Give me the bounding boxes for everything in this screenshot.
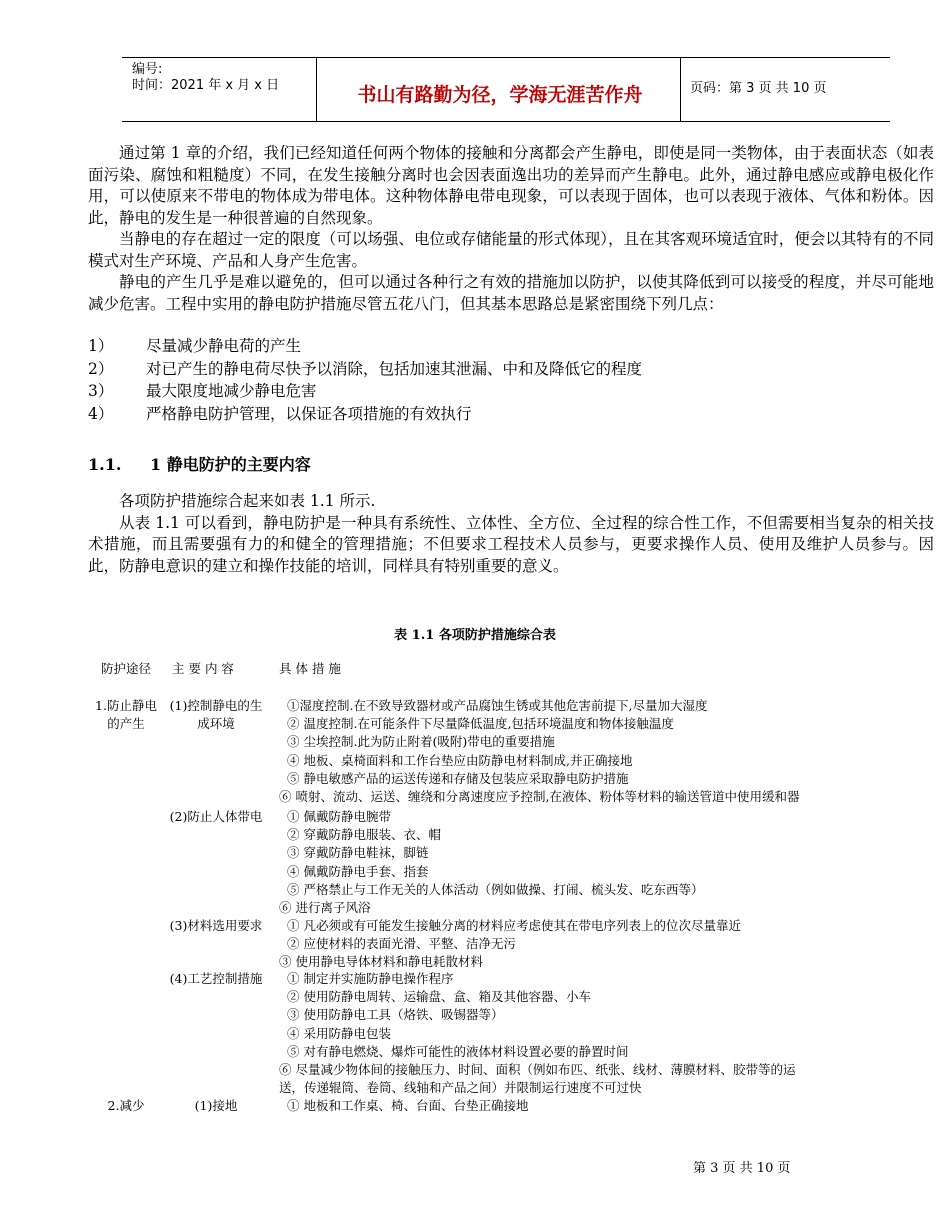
section-text [88, 491, 934, 577]
doc-time-label: 时间：2021 年 x 月 x 日 [132, 78, 280, 93]
table-content-cell: (2)防止人体带电 [169, 809, 263, 824]
table-content-cell: (4)工艺控制措施 [169, 971, 263, 986]
measure-item: ⑤ 静电敏感产品的运送传递和存储及包装应采取静电防护措施 [287, 770, 629, 786]
page-indicator: 页码：第 3 页 共 10 页 [690, 81, 827, 96]
table-caption: 表 1.1 各项防护措施综合表 [394, 628, 556, 643]
list-item-number: 2） [88, 359, 114, 378]
list-item [88, 358, 642, 381]
measure-item: ① 地板和工作桌、椅、台面、台垫正确接地 [287, 1098, 529, 1113]
section-title: 1 静电防护的主要内容 [150, 455, 311, 474]
section-paragraph: 从表 1.1 可以看到，静电防护是一种具有系统性、立体性、全方位、全过程的综合性工作，不但需要相当复杂的相关技术措施，而且需要强有力的和健全的管理措施；不但要求工程技术人员参与，更要求操作人员、使用及维护人员参与。因此，防静电意识的建立和操作技能的培训，同样具有特别重要的意义。 [88, 513, 934, 575]
header-divider-left [316, 57, 317, 121]
measure-item: ④ 地板、桌椅面料和工作台垫应由防静电材料制成,并正确接地 [287, 752, 633, 768]
table-header-route: 防护途径 [100, 661, 151, 676]
list-item [88, 403, 642, 426]
measure-item: ③ 使用静电导体材料和静电耗散材料 [279, 954, 483, 970]
measure-item: ③ 尘埃控制.此为防止附着(吸附)带电的重要措施 [287, 734, 555, 750]
measure-item: ② 使用防静电周转、运输盘、盒、箱及其他容器、小车 [287, 989, 591, 1005]
table-measures-cell [279, 1097, 528, 1115]
table-measures-cell [279, 697, 799, 806]
measure-item: ① 凡必须或有可能发生接触分离的材料应考虑使其在带电序列表上的位次尽量靠近 [287, 918, 741, 933]
header-top-rule [122, 57, 890, 58]
measure-item: ⑥ 尽量减少物体间的接触压力、时间、面积（例如布匹、纸张、线材、薄膜材料、胶带等的运 [279, 1062, 796, 1078]
intro-paragraph: 当静电的存在超过一定的限度（可以场强、电位或存储能量的形式体现），且在其客观环境适宜时，便会以其特有的不同模式对生产环境、产品和人身产生危害。 [88, 230, 934, 270]
list-item-text: 尽量减少静电荷的产生 [146, 337, 302, 355]
list-item-text: 对已产生的静电荷尽快予以消除，包括加速其泄漏、中和及降低它的程度 [146, 359, 643, 378]
measure-item: ⑥ 喷射、流动、运送、缠绕和分离速度应予控制,在液体、粉体等材料的输送管道中使用缓和器 [279, 789, 800, 805]
list-item [88, 380, 642, 403]
table-measures-cell [279, 808, 703, 917]
page-footer: 第 3 页 共 10 页 [693, 1161, 791, 1176]
table-route-cell: 2.减少 [107, 1098, 145, 1113]
table-content-cell: (1)控制静电的生成环境 [169, 698, 263, 731]
measure-item: ② 穿戴防静电服装、衣、帽 [287, 827, 441, 843]
measure-item: ⑥ 进行离子风浴 [279, 900, 371, 916]
list-item-number: 3） [88, 382, 114, 400]
measure-item: ④ 采用防静电包装 [287, 1025, 391, 1041]
measure-item: ② 应使材料的表面光滑、平整、洁净无污 [287, 936, 516, 952]
measure-item: ③ 使用防静电工具（烙铁、吸锡器等） [287, 1007, 504, 1023]
doc-number-label: 编号: [132, 62, 163, 77]
intro-text [88, 143, 934, 315]
measure-item: ①湿度控制.在不致导致器材或产品腐蚀生锈或其他危害前提下,尽量加大湿度 [287, 698, 708, 713]
measure-item: 送，传递辊筒、卷筒、线轴和产品之间）并限制运行速度不可过快 [279, 1080, 642, 1096]
table-measures-cell [279, 970, 795, 1097]
table-route-cell: 1.防止静电的产生 [95, 698, 157, 731]
intro-paragraph: 静电的产生几乎是难以避免的，但可以通过各种行之有效的措施加以防护，以使其降低到可以接受的程度，并尽可能地减少危害。工程中实用的静电防护措施尽管五花八门，但其基本思路总是紧密围绕下列几点： [88, 273, 934, 313]
list-item-text: 严格静电防护管理，以保证各项措施的有效执行 [146, 404, 472, 423]
measure-item: ④ 佩戴防静电手套、指套 [287, 863, 429, 879]
list-item-number: 4） [88, 404, 114, 423]
table-measures-cell [279, 917, 741, 972]
measure-item: ① 制定并实施防静电操作程序 [287, 971, 454, 986]
table-content-cell: (3)材料选用要求 [169, 918, 263, 933]
measure-item: ⑤ 对有静电燃烧、爆炸可能性的液体材料设置必要的静置时间 [287, 1043, 629, 1059]
intro-paragraph: 通过第 1 章的介绍，我们已经知道任何两个物体的接触和分离都会产生静电，即使是同一类物体，由于表面状态（如表面污染、腐蚀和粗糙度）不同，在发生接触分离时也会因表面逸出功的差异而产生静电。此外，通过静电感应或静电极化作用，可以使原来不带电的物体成为带电体。这种物体静电带电现象，可以表现于固体，也可以表现于液体、气体和粉体。因此，静电的发生是一种很普遍的自然现象。 [88, 144, 934, 227]
list-item [88, 335, 642, 358]
measure-item: ③ 穿戴防静电鞋袜，脚链 [287, 845, 429, 861]
measure-item: ① 佩戴防静电腕带 [287, 809, 391, 824]
header-motto: 书山有路勤为径，学海无涯苦作舟 [357, 84, 643, 106]
table-header-measures: 具 体 措 施 [279, 661, 341, 676]
section-paragraph: 各项防护措施综合起来如表 1.1 所示. [119, 492, 376, 510]
table-content-cell: (1)接地 [194, 1098, 238, 1113]
list-item-number: 1） [88, 337, 114, 355]
list-item-text: 最大限度地减少静电危害 [146, 382, 317, 400]
header-divider-right [680, 57, 681, 121]
section-heading [88, 452, 311, 475]
key-points-list [88, 335, 642, 425]
table-header-content: 主 要 内 容 [172, 661, 234, 676]
measure-item: ⑤ 严格禁止与工作无关的人体活动（例如做操、打闹、梳头发、吃东西等） [287, 881, 704, 897]
header-bottom-rule [122, 121, 890, 122]
measure-item: ② 温度控制.在可能条件下尽量降低温度,包括环境温度和物体接触温度 [287, 716, 674, 732]
section-number: 1.1. [88, 455, 122, 474]
